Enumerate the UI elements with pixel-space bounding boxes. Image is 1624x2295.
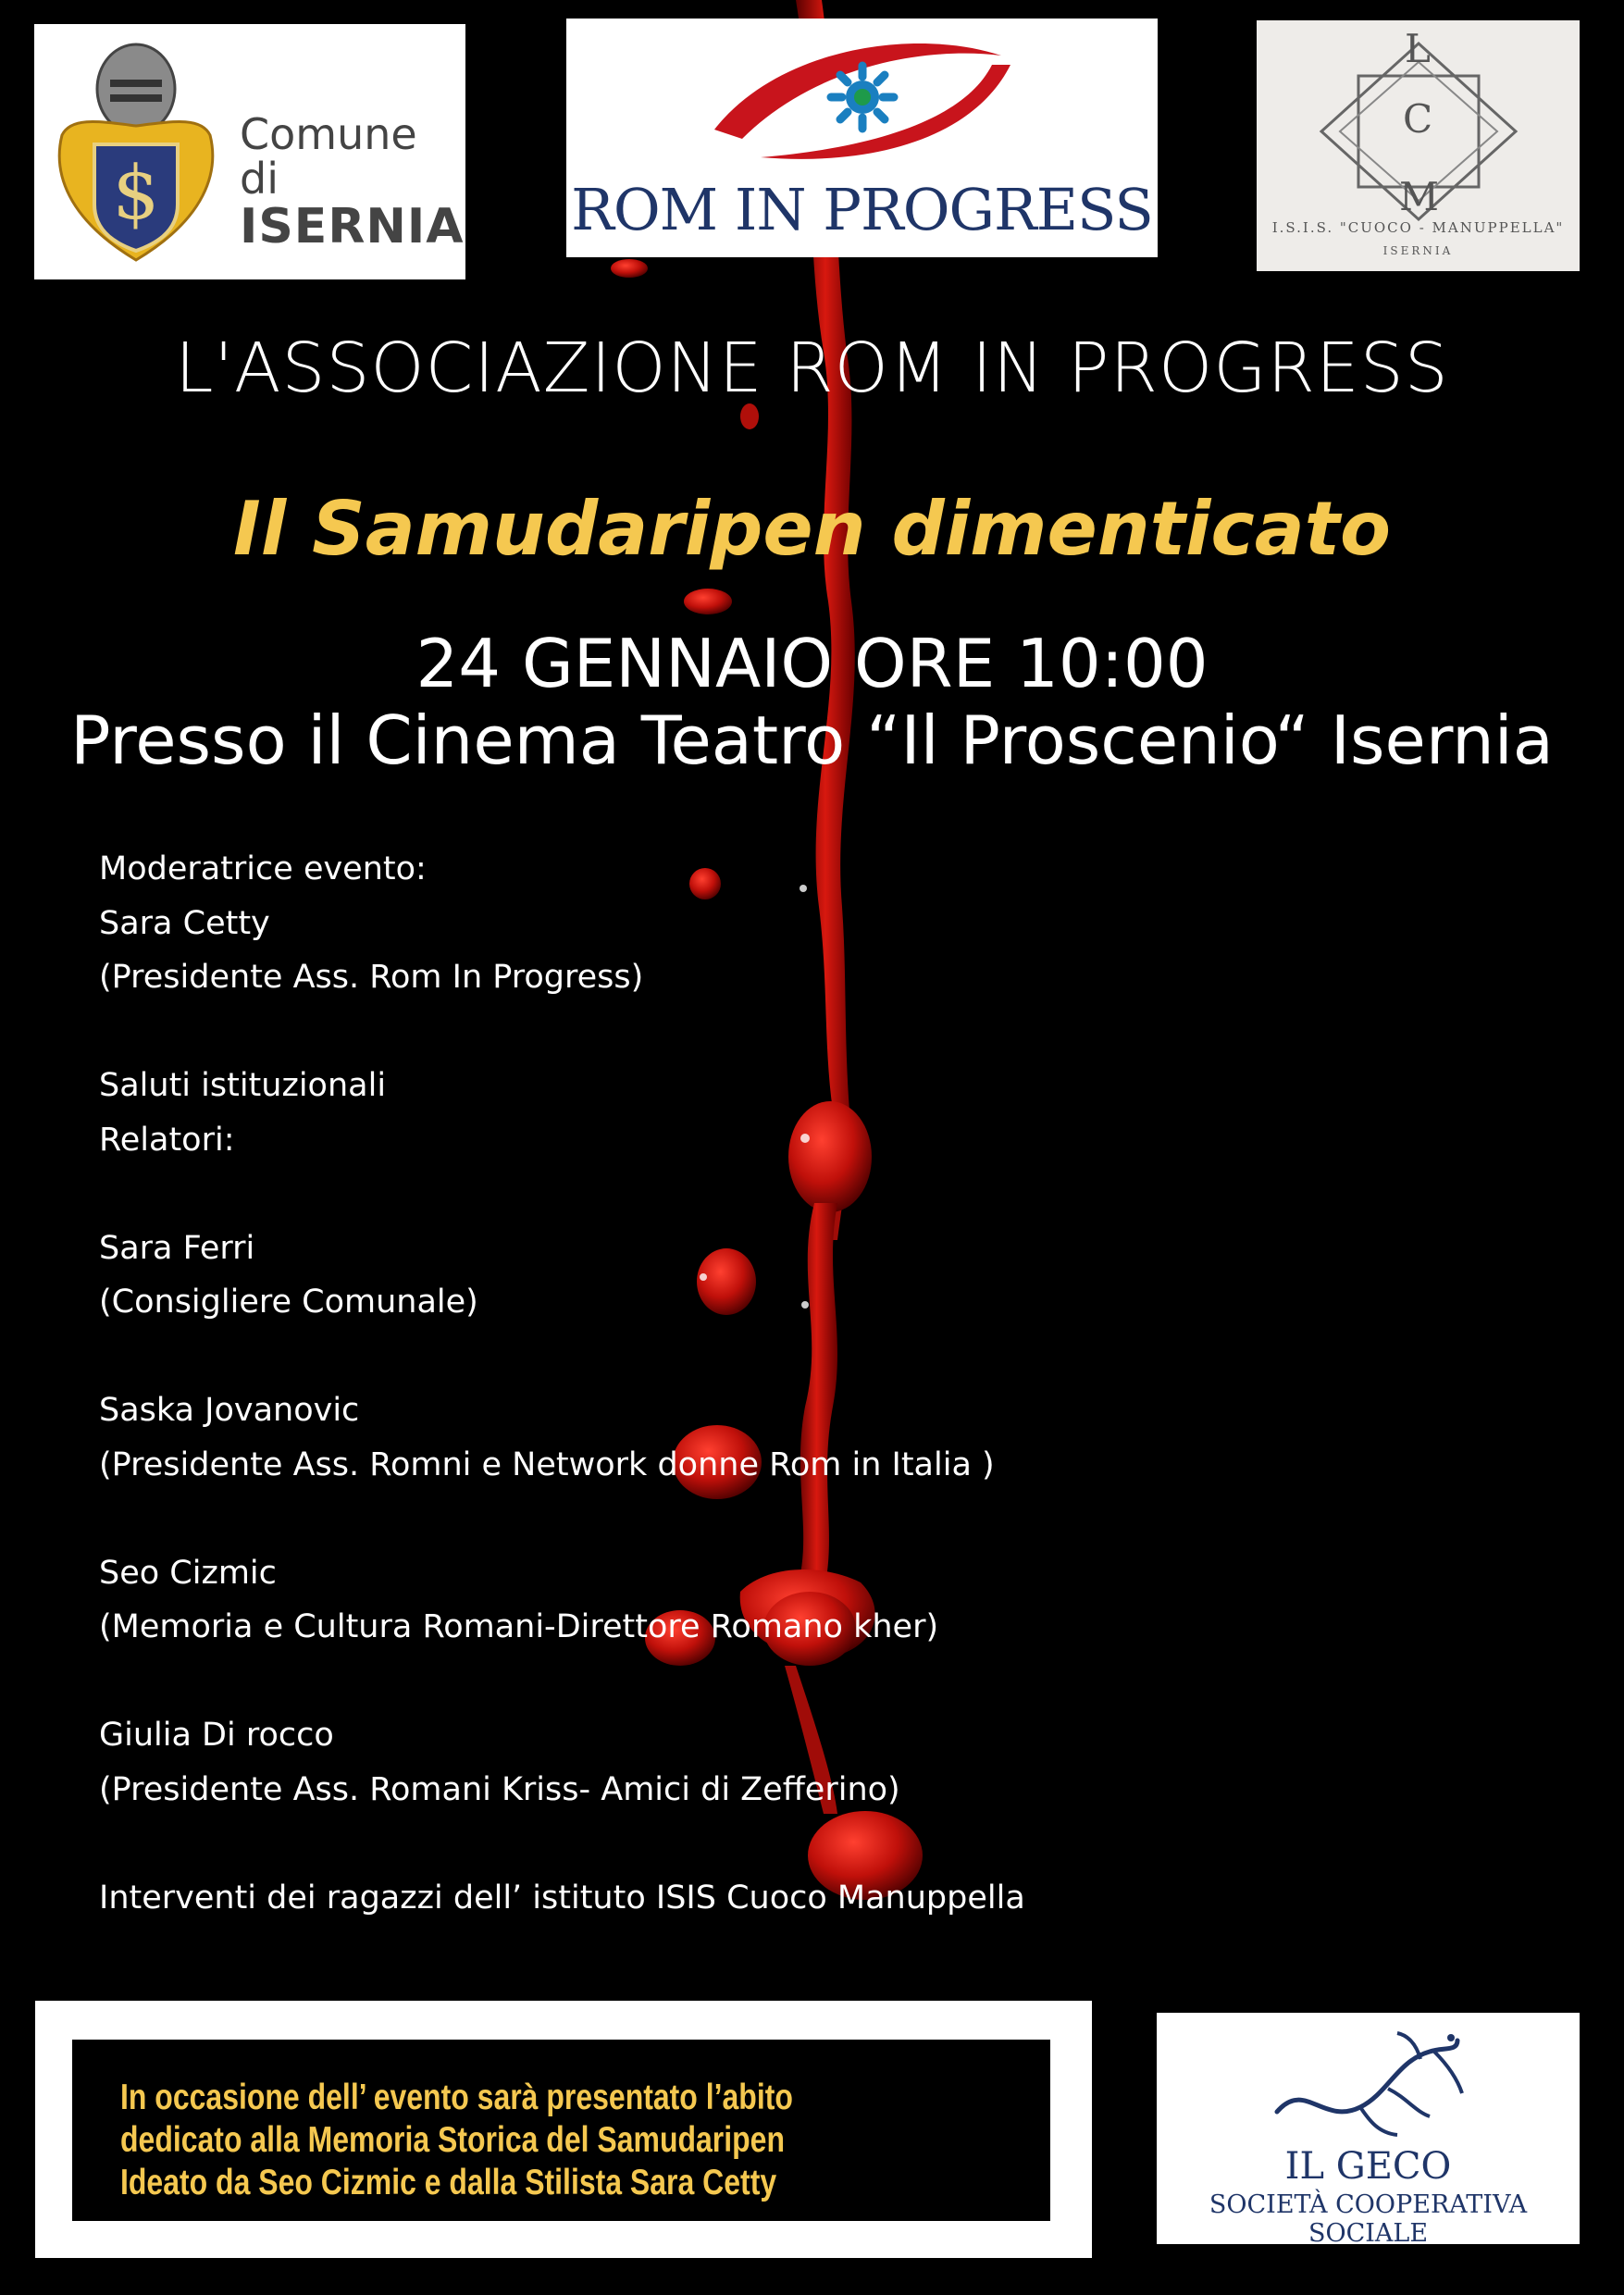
lcm-sub: ISERNIA bbox=[1382, 244, 1454, 257]
program-line: (Presidente Ass. Romani Kriss- Amici di Zefferino) bbox=[99, 1770, 900, 1808]
event-title: Il Samudaripen dimenticato bbox=[233, 486, 1391, 572]
program-line: Seo Cizmic bbox=[99, 1554, 277, 1592]
program-line: Saska Jovanovic bbox=[99, 1392, 360, 1429]
event-date: 24 GENNAIO ORE 10:00 bbox=[415, 625, 1209, 702]
comune-isernia-logo bbox=[34, 24, 465, 279]
program-line bbox=[99, 1167, 1209, 1222]
program-line: (Consigliere Comunale) bbox=[99, 1284, 478, 1321]
note-line-3: Ideato da Seo Cizmic e dalla Stilista Sara Cetty bbox=[120, 2163, 777, 2202]
note-text bbox=[120, 2077, 793, 2204]
note-line-1: In occasione dell’ evento sarà presentato l’abito bbox=[120, 2078, 793, 2117]
program-line: Moderatrice evento: bbox=[99, 850, 427, 887]
eye-swirl-logo-icon bbox=[705, 28, 1020, 176]
il-geco-logo bbox=[1157, 2013, 1580, 2244]
lcm-letter-c: C bbox=[1403, 96, 1433, 142]
svg-text:$: $ bbox=[112, 150, 160, 236]
lcm-caption: I.S.I.S. "CUOCO - MANUPPELLA" bbox=[1271, 219, 1565, 236]
program-line: (Presidente Ass. Rom In Progress) bbox=[99, 959, 644, 996]
note-line-2: dedicato alla Memoria Storica del Samudaripen bbox=[120, 2120, 785, 2160]
program-line: (Presidente Ass. Romni e Network donne Rom in Italia ) bbox=[99, 1445, 995, 1483]
lcm-letter-l: L bbox=[1405, 26, 1431, 71]
program-line bbox=[99, 1492, 1209, 1546]
comune-line2: ISERNIA bbox=[240, 198, 465, 254]
program-line: Giulia Di rocco bbox=[99, 1717, 334, 1754]
geco-subtitle: SOCIETÀ COOPERATIVA SOCIALE bbox=[1209, 2190, 1528, 2244]
geco-name: IL GECO bbox=[1284, 2145, 1452, 2188]
association-heading: L'ASSOCIAZIONE ROM IN PROGRESS bbox=[175, 329, 1449, 408]
isis-cuoco-manuppella-logo bbox=[1257, 20, 1580, 271]
program-list bbox=[99, 842, 1209, 1925]
event-venue: Presso il Cinema Teatro “Il Proscenio“ Isernia bbox=[70, 701, 1554, 779]
gecko-icon bbox=[1268, 2024, 1471, 2144]
program-line bbox=[99, 1817, 1209, 1871]
program-line: Sara Ferri bbox=[99, 1229, 255, 1267]
program-line: Interventi dei ragazzi dell’ istituto ISIS Cuoco Manuppella bbox=[99, 1879, 1025, 1917]
program-line: Relatori: bbox=[99, 1121, 235, 1159]
program-line: Sara Cetty bbox=[99, 904, 270, 942]
program-line bbox=[99, 1005, 1209, 1060]
program-line: Saluti istituzionali bbox=[99, 1067, 387, 1104]
lcm-letter-m: M bbox=[1399, 174, 1440, 219]
program-line bbox=[99, 1655, 1209, 1709]
rom-logo-title: ROM IN PROGRESS bbox=[571, 176, 1153, 243]
comune-line1: Comune di bbox=[240, 109, 417, 205]
program-line: (Memoria e Cultura Romani-Direttore Romano kher) bbox=[99, 1608, 939, 1645]
rom-in-progress-logo bbox=[566, 19, 1158, 257]
note-inner bbox=[72, 2040, 1050, 2221]
program-line bbox=[99, 1330, 1209, 1384]
note-box bbox=[35, 2001, 1092, 2258]
coat-of-arms-icon bbox=[43, 33, 229, 274]
